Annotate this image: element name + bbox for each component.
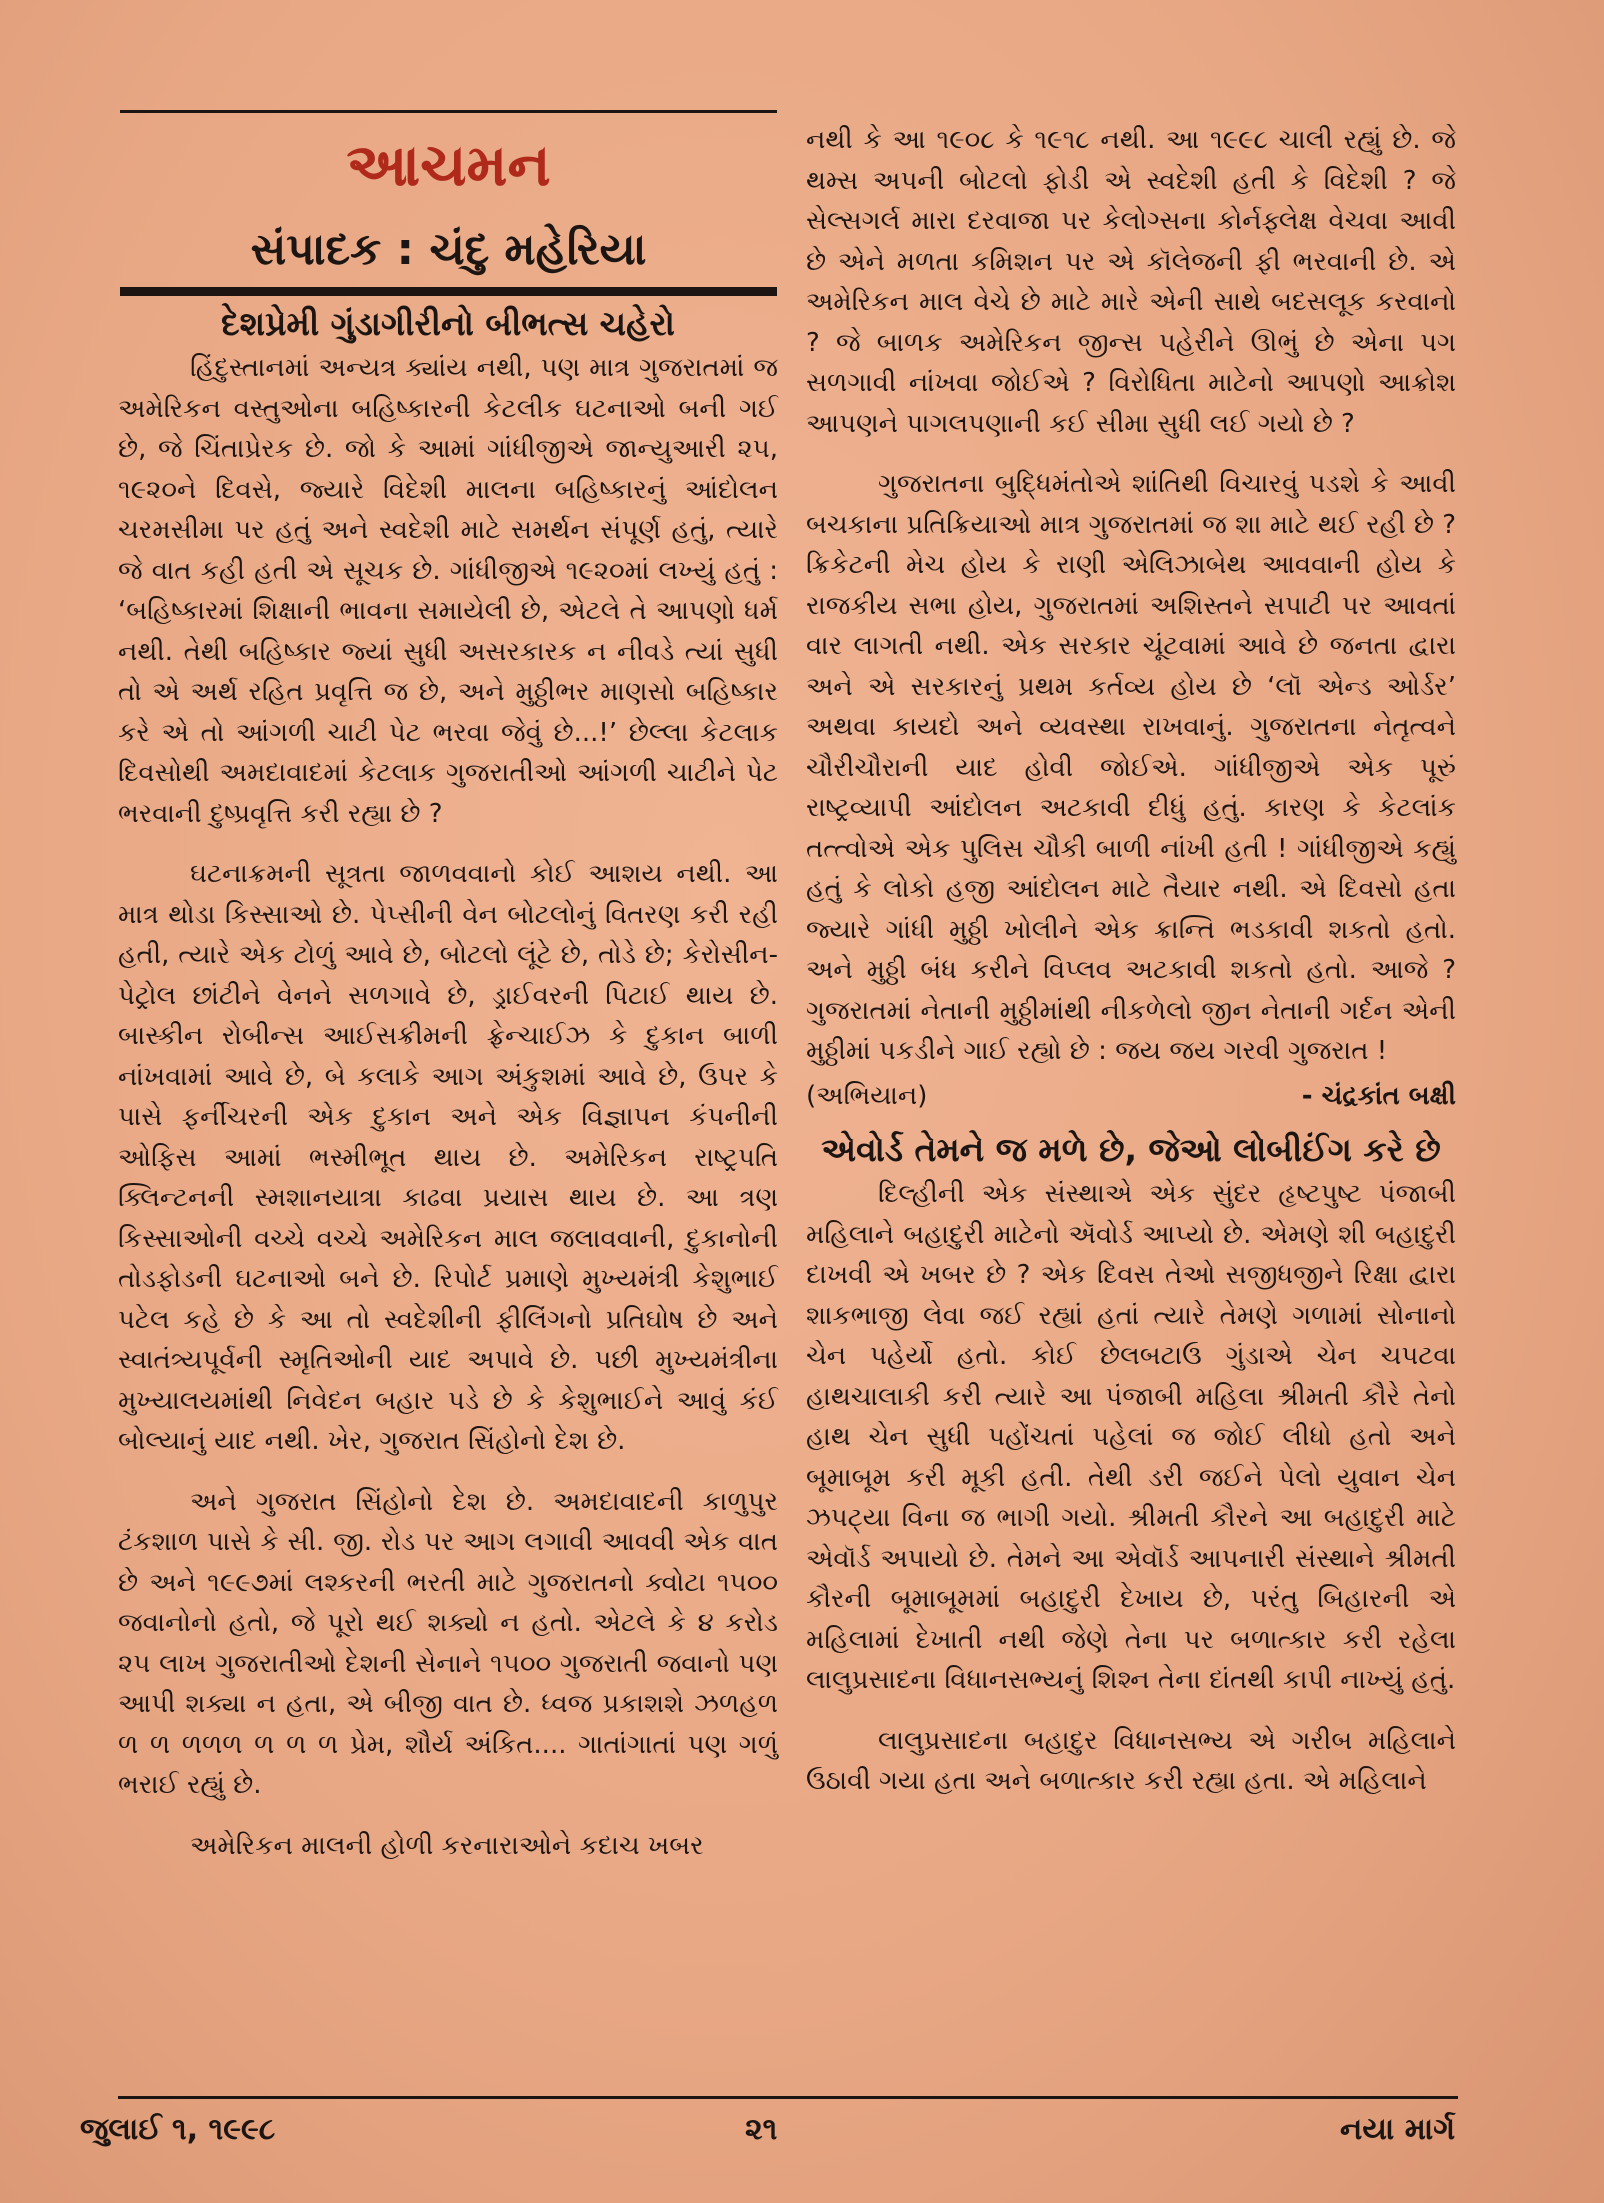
editor-credit: સંપાદક : ચંદુ મહેરિયા xyxy=(250,224,647,275)
article1-author: - ચંદ્રકાંત બક્ષી xyxy=(1301,1080,1456,1111)
article1-paragraph: ઘટનાક્રમની સૂત્રતા જાળવવાનો કોઈ આશય નથી. આ માત્ર થોડા કિસ્સાઓ છે. પેપ્સીની વેન બોટલોનું વિતરણ કરી રહી હતી, ત્યારે એક ટોળું આવે છે, બોટલો લૂંટે છે, તોડે છે; કેરોસીન-પેટ્રોલ છાંટીને વેનને સળગાવે છે, ડ્રાઈવરની પિટાઈ થાય છે. બાસ્કીન રોબીન્સ આઈસક્રીમની ફ્રેન્ચાઈઝ કે દુકાન બાળી નાંખવામાં આવે છે, બે કલાકે આગ અંકુશમાં આવે છે, ઉપર કે પાસે ફર્નીચરની એક દુકાન અને એક વિજ્ઞાપન કંપનીની ઓફિસ આમાં ભસ્મીભૂત થાય છે. અમેરિકન રાષ્ટ્રપતિ ક્લિન્ટનની સ્મશાનયાત્રા કાઢવા પ્રયાસ થાય છે. આ ત્રણ કિસ્સાઓની વચ્ચે વચ્ચે અમેરિકન માલ જલાવવાની, દુકાનોની તોડફોડની ઘટનાઓ બને છે. રિપોર્ટ પ્રમાણે મુખ્યમંત્રી કેશુભાઈ પટેલ કહે છે કે આ તો સ્વદેશીની ફીલિંગનો પ્રતિઘોષ છે અને સ્વાતંત્ર્યપૂર્વની સ્મૃતિઓની યાદ અપાવે છે. પછી મુખ્યમંત્રીના મુખ્યાલયમાંથી નિવેદન બહાર પડે છે કે કેશુભાઈને આવું કંઈ બોલ્યાનું યાદ નથી. ખેર, ગુજરાત સિંહોનો દેશ છે. xyxy=(118,859,778,1456)
magazine-name: નયા માર્ગ xyxy=(1340,2112,1456,2147)
top-rule xyxy=(120,110,777,113)
editor-rule xyxy=(120,287,777,296)
article2-headline: એવોર્ડ તેમને જ મળે છે, જેઓ લોબીઈંગ કરે છે xyxy=(821,1130,1441,1169)
article2-paragraph: લાલુપ્રસાદના બહાદુર વિધાનસભ્ય એ ગરીબ મહિલાને ઉઠાવી ગયા હતા અને બળાત્કાર કરી રહ્યા હતા. એ મહિલાને xyxy=(806,1725,1456,1796)
page-number: ૨૧ xyxy=(745,2112,778,2147)
article1-continuation: નથી કે આ ૧૯૦૮ કે ૧૯૧૮ નથી. આ ૧૯૯૮ ચાલી રહ્યું છે. જે થમ્સ અપની બોટલો ફોડી એ સ્વદેશી હતી કે વિદેશી ? જે સેલ્સગર્લ મારા દરવાજા પર કેલોગ્સના કોર્નફ્લેક્ષ વેચવા આવી છે એને મળતા કમિશન પર એ કૉલેજની ફી ભરવાની છે. એ અમેરિકન માલ વેચે છે માટે મારે એની સાથે બદસલૂક કરવાનો ? જે બાળક અમેરિકન જીન્સ પહેરીને ઊભું છે એના પગ સળગાવી નાંખવા જોઈએ ? વિરોધિતા માટેનો આપણો આક્રોશ આપણને પાગલપણાની કઈ સીમા સુધી લઈ ગયો છે ? xyxy=(806,125,1456,439)
article1-paragraph: ગુજરાતના બુદ્ધિમંતોએ શાંતિથી વિચારવું પડશે કે આવી બચકાના પ્રતિક્રિયાઓ માત્ર ગુજરાતમાં જ શા માટે થઈ રહી છે ? ક્રિકેટની મેચ હોય કે રાણી એલિઝાબેથ આવવાની હોય કે રાજકીય સભા હોય, ગુજરાતમાં અશિસ્તને સપાટી પર આવતાં વાર લાગતી નથી. એક સરકાર ચૂંટવામાં આવે છે જનતા દ્વારા અને એ સરકારનું પ્રથમ કર્તવ્ય હોય છે ‘લૉ એન્ડ ઓર્ડર’ અથવા કાયદો અને વ્યવસ્થા રાખવાનું. ગુજરાતના નેતૃત્વને ચૌરીચૌરાની યાદ હોવી જોઈએ. ગાંધીજીએ એક પૂરું રાષ્ટ્રવ્યાપી આંદોલન અટકાવી દીધું હતું. કારણ કે કેટલાંક તત્ત્વોએ એક પુલિસ ચૌકી બાળી નાંખી હતી ! ગાંધીજીએ કહ્યું હતું કે લોકો હજી આંદોલન માટે તૈયાર નથી. એ દિવસો હતા જ્યારે ગાંધી મુઠ્ઠી ખોલીને એક ક્રાન્તિ ભડકાવી શકતો હતો. અને મુઠ્ઠી બંધ કરીને વિપ્લવ અટકાવી શકતો હતો. આજે ? ગુજરાતમાં નેતાની મુઠ્ઠીમાંથી નીકળેલો જીન નેતાની ગર્દન એની મુઠ્ઠીમાં પકડીને ગાઈ રહ્યો છે : જય જય ગરવી ગુજરાત ! xyxy=(806,469,1456,1066)
left-column xyxy=(118,300,778,1866)
article1-headline: દેશપ્રેમી ગુંડાગીરીનો બીભત્સ ચહેરો xyxy=(221,304,675,343)
article1-paragraph: અને ગુજરાત સિંહોનો દેશ છે. અમદાવાદની કાળુપુર ટંકશાળ પાસે કે સી. જી. રોડ પર આગ લગાવી આવવી એક વાત છે અને ૧૯૯૭માં લશ્કરની ભરતી માટે ગુજરાતનો ક્વોટા ૧૫૦૦ જવાનોનો હતો, જે પૂરો થઈ શક્યો ન હતો. એટલે કે ૪ કરોડ ૨૫ લાખ ગુજરાતીઓ દેશની સેનાને ૧૫૦૦ ગુજરાતી જવાનો પણ આપી શક્યા ન હતા, એ બીજી વાત છે. ધ્વજ પ્રકાશશે ઝળહળ ળ ળ ળળળ ળ ળ ળ પ્રેમ, શૌર્ય અંકિત.... ગાતાંગાતાં પણ ગળું ભરાઈ રહ્યું છે. xyxy=(118,1486,778,1800)
section-title: આચમન xyxy=(346,131,551,199)
article1-paragraph: હિંદુસ્તાનમાં અન્યત્ર ક્યાંય નથી, પણ માત્ર ગુજરાતમાં જ અમેરિકન વસ્તુઓના બહિષ્કારની કેટલીક ઘટનાઓ બની ગઈ છે, જે ચિંતાપ્રેરક છે. જો કે આમાં ગાંધીજીએ જાન્યુઆરી ૨૫, ૧૯૨૦ને દિવસે, જ્યારે વિદેશી માલના બહિષ્કારનું આંદોલન ચરમસીમા પર હતું અને સ્વદેશી માટે સમર્થન સંપૂર્ણ હતું, ત્યારે જે વાત કહી હતી એ સૂચક છે. ગાંધીજીએ ૧૯૨૦માં લખ્યું હતું : ‘બહિષ્કારમાં શિક્ષાની ભાવના સમાયેલી છે, એટલે તે આપણો ધર્મ નથી. તેથી બહિષ્કાર જ્યાં સુધી અસરકારક ન નીવડે ત્યાં સુધી તો એ અર્થ રહિત પ્રવૃત્તિ જ છે, અને મુઠ્ઠીભર માણસો બહિષ્કાર કરે એ તો આંગળી ચાટી પેટ ભરવા જેવું છે...!’ છેલ્લા કેટલાક દિવસોથી અમદાવાદમાં કેટલાક ગુજરાતીઓ આંગળી ચાટીને પેટ ભરવાની દુષ્પ્રવૃત્તિ કરી રહ્યા છે ? xyxy=(118,353,778,829)
article1-source: (અભિયાન) xyxy=(806,1080,928,1111)
article1-paragraph: અમેરિકન માલની હોળી કરનારાઓને કદાચ ખબર xyxy=(190,1830,704,1861)
article2-paragraph: દિલ્હીની એક સંસ્થાએ એક સુંદર હૃષ્ટપુષ્ટ પંજાબી મહિલાને બહાદુરી માટેનો ઍવોર્ડ આપ્યો છે. એમણે શી બહાદુરી દાખવી એ ખબર છે ? એક દિવસ તેઓ સજીધજીને રિક્ષા દ્વારા શાકભાજી લેવા જઈ રહ્યાં હતાં ત્યારે તેમણે ગળામાં સોનાનો ચેન પહેર્યો હતો. કોઈ છેલબટાઉ ગુંડાએ ચેન ચપટવા હાથચાલાકી કરી ત્યારે આ પંજાબી મહિલા શ્રીમતી કૌરે તેનો હાથ ચેન સુધી પહોંચતાં પહેલાં જ જોઈ લીધો હતો અને બૂમાબૂમ કરી મૂકી હતી. તેથી ડરી જઈને પેલો યુવાન ચેન ઝપટ્યા વિના જ ભાગી ગયો. શ્રીમતી કૌરને આ બહાદુરી માટે એવૉર્ડ અપાયો છે. તેમને આ એવૉર્ડ આપનારી સંસ્થાને શ્રીમતી કૌરની બૂમાબૂમમાં બહાદુરી દેખાય છે, પરંતુ બિહારની એ મહિલામાં દેખાતી નથી જેણે તેના પર બળાત્કાર કરી રહેલા લાલુપ્રસાદના વિધાનસભ્યનું શિશ્ન તેના દાંતથી કાપી નાખ્યું હતું. xyxy=(806,1179,1456,1695)
issue-date: જુલાઈ ૧, ૧૯૯૮ xyxy=(80,2112,276,2147)
right-column xyxy=(806,120,1456,1802)
article1-signature xyxy=(806,1076,1456,1117)
footer-rule xyxy=(118,2096,1458,2099)
